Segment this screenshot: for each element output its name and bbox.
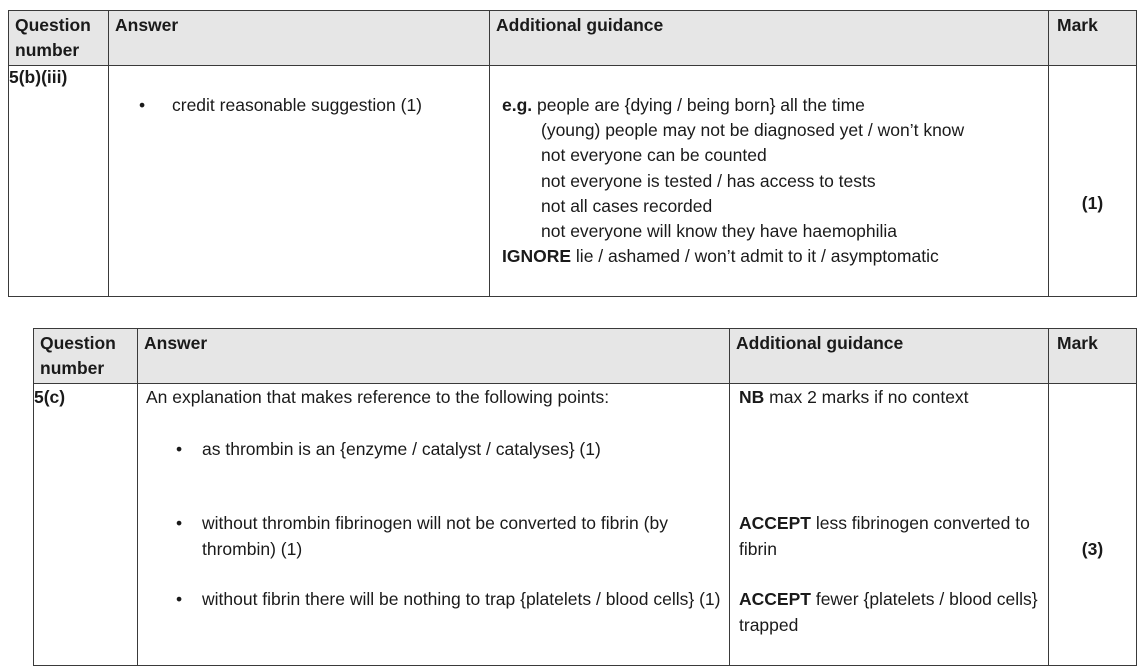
guidance-ignore-line: IGNORE lie / ashamed / won’t admit to it / asymptomatic — [502, 246, 939, 267]
accept-label: ACCEPT — [739, 589, 811, 610]
accept-label: ACCEPT — [739, 513, 811, 534]
mark-value: (3) — [1049, 384, 1137, 666]
header-additional-guidance: Additional guidance — [730, 329, 1049, 384]
guidance-nb-line: NB max 2 marks if no context — [739, 387, 969, 407]
table-row — [9, 66, 1137, 297]
mark-scheme-table-5biii — [8, 10, 1137, 297]
answer-cell — [109, 66, 490, 297]
table-row — [34, 384, 1137, 666]
guidance-accept-line: ACCEPT fewer {platelets / blood cells} trapped — [739, 589, 1038, 636]
nb-label: NB — [739, 387, 765, 407]
guidance-line: not everyone is tested / has access to tests — [541, 170, 876, 191]
eg-label: e.g. — [502, 95, 533, 115]
ignore-label: IGNORE — [502, 246, 572, 267]
answer-bullet: • credit reasonable suggestion (1) — [109, 92, 489, 118]
question-number: 5(b)(iii) — [9, 66, 109, 297]
header-question-number: Question number — [34, 329, 138, 384]
guidance-line: not everyone will know they have haemophilia — [541, 221, 898, 242]
header-additional-guidance: Additional guidance — [490, 11, 1049, 66]
guidance-line: not all cases recorded — [541, 195, 713, 216]
answer-bullet: • without fibrin there will be nothing to trap {platelets / blood cells} (1) — [146, 586, 723, 612]
question-number: 5(c) — [34, 384, 138, 666]
header-answer: Answer — [138, 329, 730, 384]
guidance-cell — [490, 66, 1049, 297]
guidance-line: not everyone can be counted — [541, 145, 767, 166]
answer-cell — [138, 384, 730, 666]
header-row — [9, 11, 1137, 66]
header-mark: Mark — [1049, 329, 1137, 384]
header-mark: Mark — [1049, 11, 1137, 66]
header-row — [34, 329, 1137, 384]
guidance-accept-line: ACCEPT less fibrinogen converted to fibrin — [739, 513, 1030, 560]
header-answer: Answer — [109, 11, 490, 66]
mark-value: (1) — [1049, 66, 1137, 297]
answer-intro: An explanation that makes reference to the following points: — [146, 387, 610, 407]
answer-bullet: • without thrombin fibrinogen will not be converted to fibrin (by thrombin) (1) — [146, 510, 723, 562]
guidance-eg-line: e.g. people are {dying / being born} all the time — [502, 95, 865, 115]
mark-scheme-table-5c — [33, 328, 1137, 666]
answer-bullet: • as thrombin is an {enzyme / catalyst / catalyses} (1) — [146, 436, 723, 462]
guidance-cell — [730, 384, 1049, 666]
header-question-number: Question number — [9, 11, 109, 66]
guidance-line: (young) people may not be diagnosed yet / won’t know — [541, 120, 965, 141]
